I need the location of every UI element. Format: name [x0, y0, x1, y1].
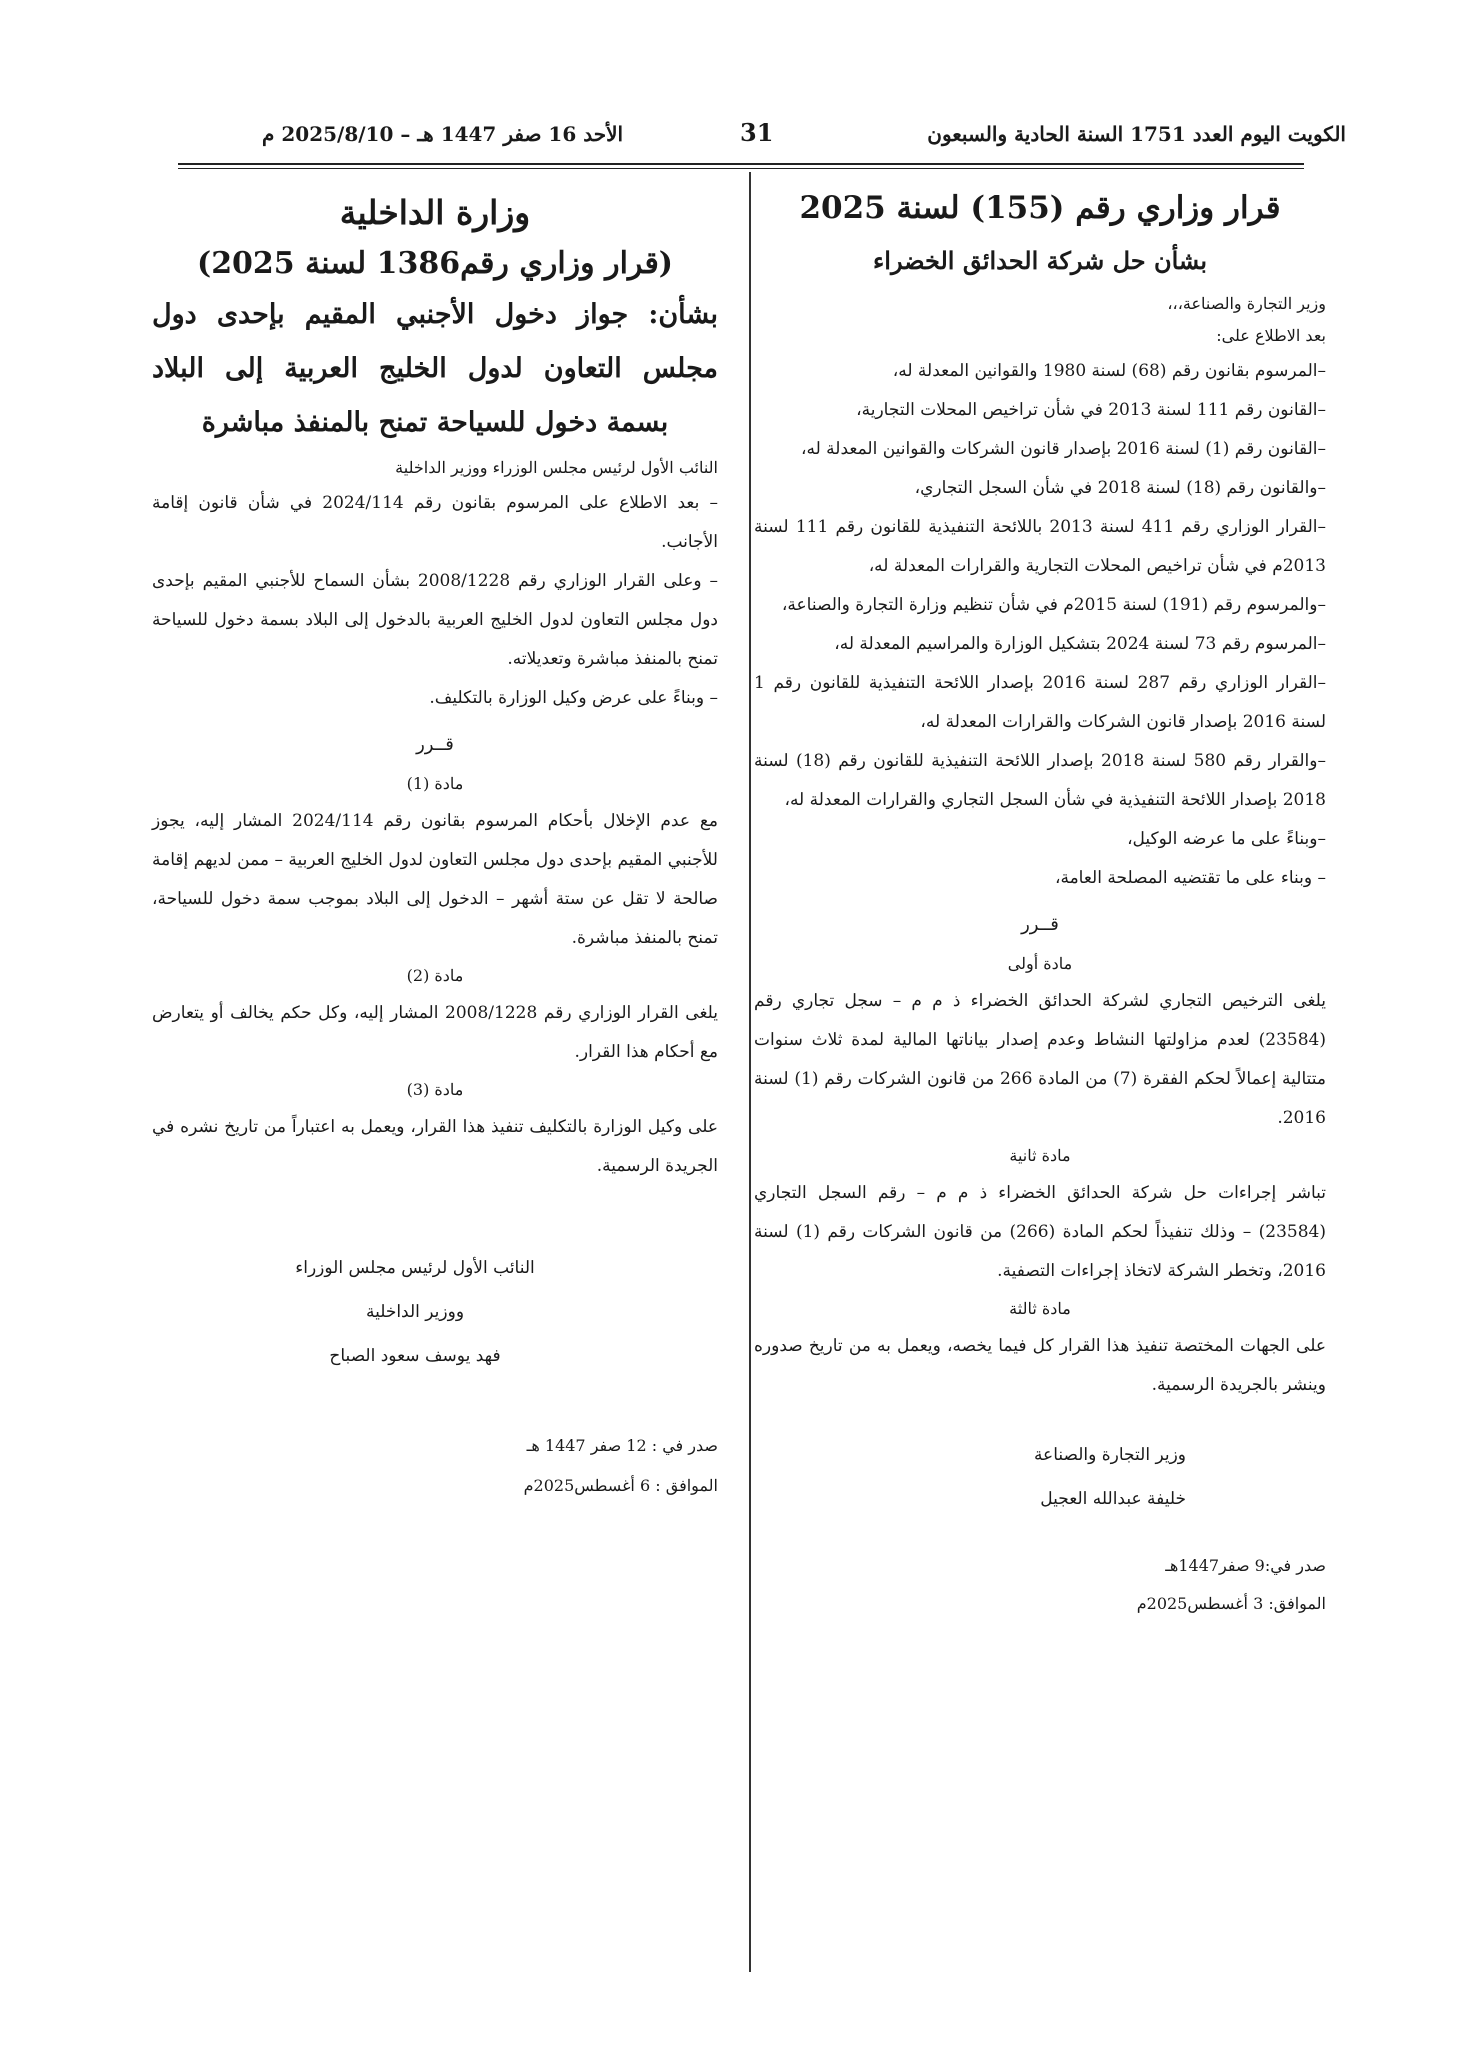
article-label: مادة (1) — [406, 774, 464, 793]
preamble-item: –والمرسوم رقم (191) لسنة 2015م في شأن تنظيم وزارة التجارة والصناعة، — [781, 595, 1326, 615]
preamble-item: –والقانون رقم (18) لسنة 2018 في شأن السجل التجاري، — [914, 478, 1326, 498]
issue-date-block — [152, 1426, 718, 1506]
article-label: مادة (2) — [406, 966, 464, 985]
article-text: على الجهات المختصة تنفيذ هذا القرار كل فيما يخصه، ويعمل به من تاريخ صدوره وينشر بالجريدة الرسمية. — [754, 1336, 1326, 1395]
article-text: مع عدم الإخلال بأحكام المرسوم بقانون رقم 2024/114 المشار إليه، يجوز للأجنبي المقيم بإحدى دول مجلس التعاون لدول الخليج العربية – ممن لديهم إقامة صالحة لا تقل عن ستة أشهر – الدخول إلى البلاد بموجب سمة دخول للسياحة، تمنح بالمنفذ مباشرة. — [152, 811, 718, 948]
decision-subject: بشأن: جواز دخول الأجنبي المقيم بإحدى دول مجلس التعاون لدول الخليج العربية إلى البلاد بسمة دخول للسياحة تمنح بالمنفذ مباشرة — [152, 299, 718, 438]
signature-block — [152, 1246, 718, 1378]
article-text: يلغى الترخيص التجاري لشركة الحدائق الخضراء ذ م م – سجل تجاري رقم (23584) لعدم مزاولتها النشاط وعدم إصدار بياناتها المالية لمدة ثلاث سنوات متتالية إعمالاً لحكم الفقرة (7) من المادة 266 من قانون الشركات رقم (1) لسنة 2016. — [754, 991, 1326, 1128]
decision-title: (قرار وزاري رقم1386 لسنة 2025) — [196, 246, 673, 281]
header-issue-info: الكويت اليوم العدد 1751 السنة الحادية والسبعون — [927, 122, 1346, 146]
signature-title: وزير التجارة والصناعة — [1033, 1445, 1186, 1465]
decision-title: قرار وزاري رقم (155) لسنة 2025 — [799, 190, 1281, 226]
preamble-item: –القرار الوزاري رقم 411 لسنة 2013 باللائحة التنفيذية للقانون رقم 111 لسنة 2013م في شأن تراخيص المحلات التجارية والقرارات المعدلة له، — [754, 517, 1326, 576]
preamble-item: – بعد الاطلاع على المرسوم بقانون رقم 2024/114 في شأن قانون إقامة الأجانب. — [152, 493, 718, 552]
preamble-item: – وبناءً على عرض وكيل الوزارة بالتكليف. — [429, 688, 718, 708]
preamble-item: –القانون رقم 111 لسنة 2013 في شأن تراخيص المحلات التجارية، — [856, 400, 1326, 420]
issuer-line: النائب الأول لرئيس مجلس الوزراء ووزير الداخلية — [395, 458, 718, 477]
preamble-item: –المرسوم رقم 73 لسنة 2024 بتشكيل الوزارة والمراسيم المعدلة له، — [834, 634, 1326, 654]
issued-gregorian: الموافق : 6 أغسطس2025م — [523, 1476, 718, 1495]
preamble-item: – وعلى القرار الوزاري رقم 2008/1228 بشأن السماح للأجنبي المقيم بإحدى دول مجلس التعاون لدول الخليج العربية بالدخول إلى البلاد بسمة دخول للسياحة تمنح بالمنفذ مباشرة وتعديلاته. — [152, 571, 718, 669]
issued-gregorian: الموافق: 3 أغسطس2025م — [1136, 1594, 1326, 1613]
header-rule-thin — [178, 168, 1304, 169]
decision-subject: بشأن حل شركة الحدائق الخضراء — [872, 246, 1208, 275]
header-rule-thick — [178, 163, 1304, 165]
page-number: 31 — [740, 118, 774, 147]
ministry-heading: وزارة الداخلية — [339, 193, 531, 232]
signature-name: خليفة عبدالله العجيل — [1040, 1489, 1186, 1509]
preamble-line: بعد الاطلاع على: — [1216, 326, 1326, 345]
column-divider — [749, 172, 751, 1972]
issue-date-block — [754, 1547, 1326, 1623]
signature-title: ووزير الداخلية — [365, 1302, 465, 1322]
header-date: الأحد 16 صفر 1447 هـ – 2025/8/10 م — [262, 122, 624, 146]
article-label: مادة (3) — [406, 1080, 464, 1099]
right-column — [754, 180, 1326, 1623]
preamble-item: – وبناء على ما تقتضيه المصلحة العامة، — [1054, 868, 1326, 888]
decided-heading: قــرر — [1021, 914, 1059, 935]
article-text: تباشر إجراءات حل شركة الحدائق الخضراء ذ م م – رقم السجل التجاري (23584) – وذلك تنفيذاً لحكم المادة (266) من قانون الشركات رقم (1) لسنة 2016، وتخطر الشركة لاتخاذ إجراءات التصفية. — [754, 1183, 1326, 1281]
decided-heading: قــرر — [416, 734, 454, 755]
preamble-item: –القانون رقم (1) لسنة 2016 بإصدار قانون الشركات والقوانين المعدلة له، — [800, 439, 1326, 459]
article-label: مادة ثالثة — [1009, 1299, 1071, 1318]
preamble-item: –القرار الوزاري رقم 287 لسنة 2016 بإصدار اللائحة التنفيذية للقانون رقم 1 لسنة 2016 بإصدار قانون الشركات والقرارات المعدلة له، — [754, 673, 1326, 732]
signature-block — [754, 1433, 1326, 1521]
article-label: مادة أولى — [1007, 954, 1073, 973]
issued-hijri: صدر في:9 صفر1447هـ — [1165, 1556, 1326, 1575]
left-column — [152, 180, 718, 1506]
issued-hijri: صدر في : 12 صفر 1447 هـ — [526, 1436, 718, 1455]
preamble-item: –وبناءً على ما عرضه الوكيل، — [1127, 829, 1326, 849]
signature-title: النائب الأول لرئيس مجلس الوزراء — [295, 1258, 535, 1278]
article-text: يلغى القرار الوزاري رقم 2008/1228 المشار إليه، وكل حكم يخالف أو يتعارض مع أحكام هذا القرار. — [152, 1003, 719, 1062]
article-label: مادة ثانية — [1009, 1146, 1071, 1165]
signature-name: فهد يوسف سعود الصباح — [329, 1346, 501, 1366]
preamble-item: –والقرار رقم 580 لسنة 2018 بإصدار اللائحة التنفيذية للقانون رقم (18) لسنة 2018 بإصدار اللائحة التنفيذية في شأن السجل التجاري والقرارات المعدلة له، — [754, 751, 1326, 810]
preamble-item: –المرسوم بقانون رقم (68) لسنة 1980 والقوانين المعدلة له، — [892, 361, 1326, 381]
preamble-line: وزير التجارة والصناعة،،، — [1167, 294, 1326, 313]
article-text: على وكيل الوزارة بالتكليف تنفيذ هذا القرار، ويعمل به اعتباراً من تاريخ نشره في الجريدة الرسمية. — [152, 1117, 718, 1176]
